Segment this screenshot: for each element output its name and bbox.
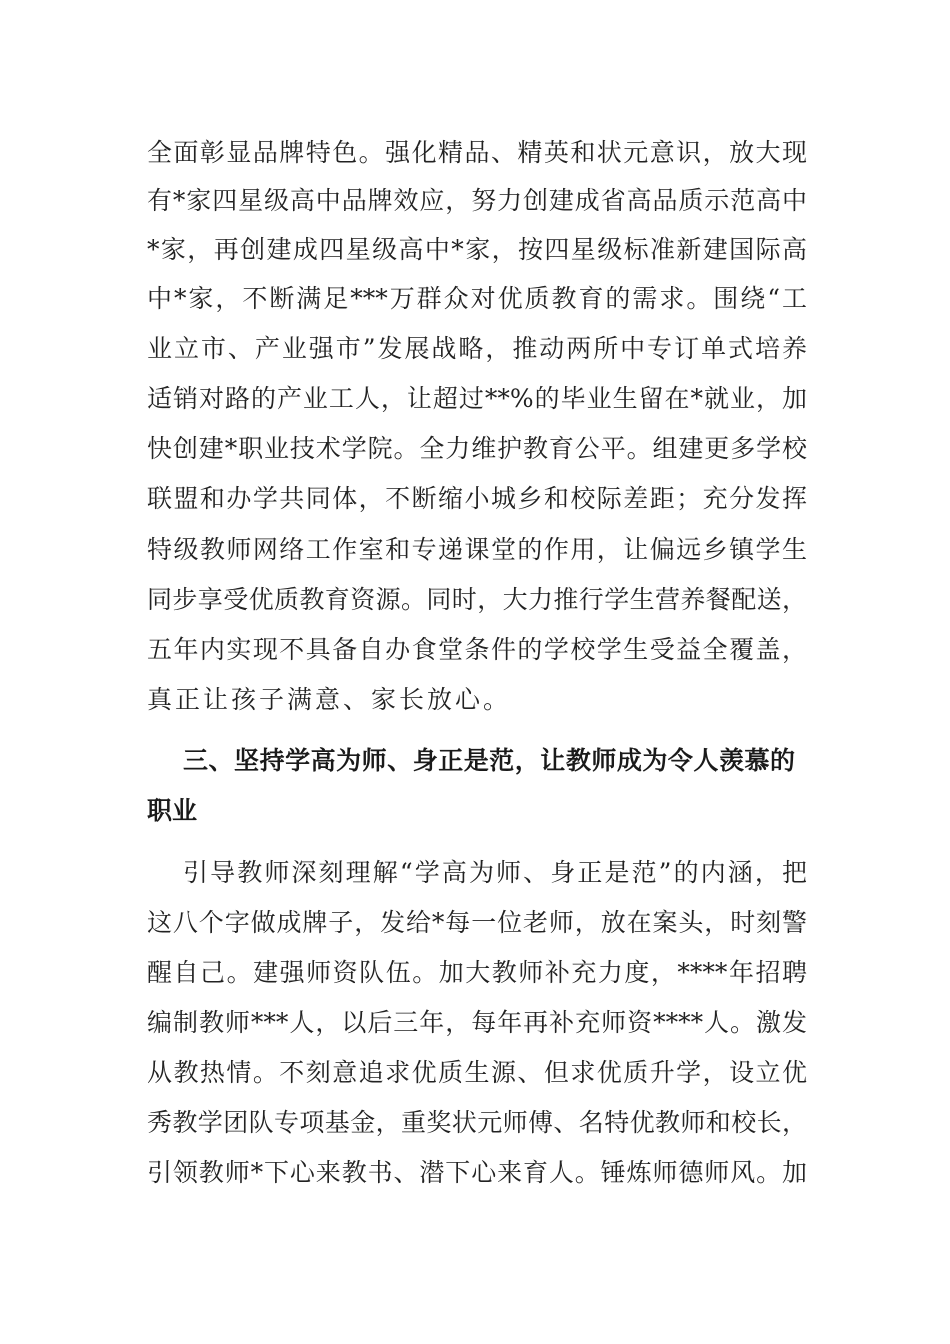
body-text-line: 有*家四星级高中品牌效应，努力创建成省高品质示范高中 (147, 186, 807, 215)
body-text-line: 真正让孩子满意、家长放心。 (147, 685, 512, 714)
body-text-line: 全面彰显品牌特色。强化精品、精英和状元意识，放大现 (147, 138, 807, 167)
body-text-line: 中*家，不断满足***万群众对优质教育的需求。围绕“工 (147, 284, 807, 313)
body-text-line: 快创建*职业技术学院。全力维护教育公平。组建更多学校 (147, 434, 807, 463)
body-text-line: 同步享受优质教育资源。同时，大力推行学生营养餐配送， (147, 585, 807, 614)
section-heading: 职业 (147, 796, 198, 825)
body-text-line: 秀教学团队专项基金，重奖状元师傅、名特优教师和校长， (147, 1108, 807, 1137)
body-text-line: 业立市、产业强市”发展战略，推动两所中专订单式培养 (147, 334, 807, 363)
section-heading: 三、坚持学高为师、身正是范，让教师成为令人羡慕的 (183, 746, 795, 775)
body-text-line: 从教热情。不刻意追求优质生源、但求优质升学，设立优 (147, 1058, 807, 1087)
body-text-line: 特级教师网络工作室和专递课堂的作用，让偏远乡镇学生 (147, 535, 807, 564)
body-text-line: 引领教师*下心来教书、潜下心来育人。锤炼师德师风。加 (147, 1158, 807, 1187)
body-text-line: 适销对路的产业工人，让超过**%的毕业生留在*就业，加 (147, 384, 807, 413)
body-text-line: *家，再创建成四星级高中*家，按四星级标准新建国际高 (147, 235, 807, 264)
body-text-line: 引导教师深刻理解“学高为师、身正是范”的内涵，把 (183, 858, 807, 887)
body-text-line: 联盟和办学共同体，不断缩小城乡和校际差距；充分发挥 (147, 484, 807, 513)
body-text-line: 五年内实现不具备自办食堂条件的学校学生受益全覆盖， (147, 635, 807, 664)
body-text-line: 编制教师***人，以后三年，每年再补充师资****人。激发 (147, 1008, 807, 1037)
body-text-line: 这八个字做成牌子，发给*每一位老师，放在案头，时刻警 (147, 908, 807, 937)
body-text-line: 醒自己。建强师资队伍。加大教师补充力度，****年招聘 (147, 958, 807, 987)
